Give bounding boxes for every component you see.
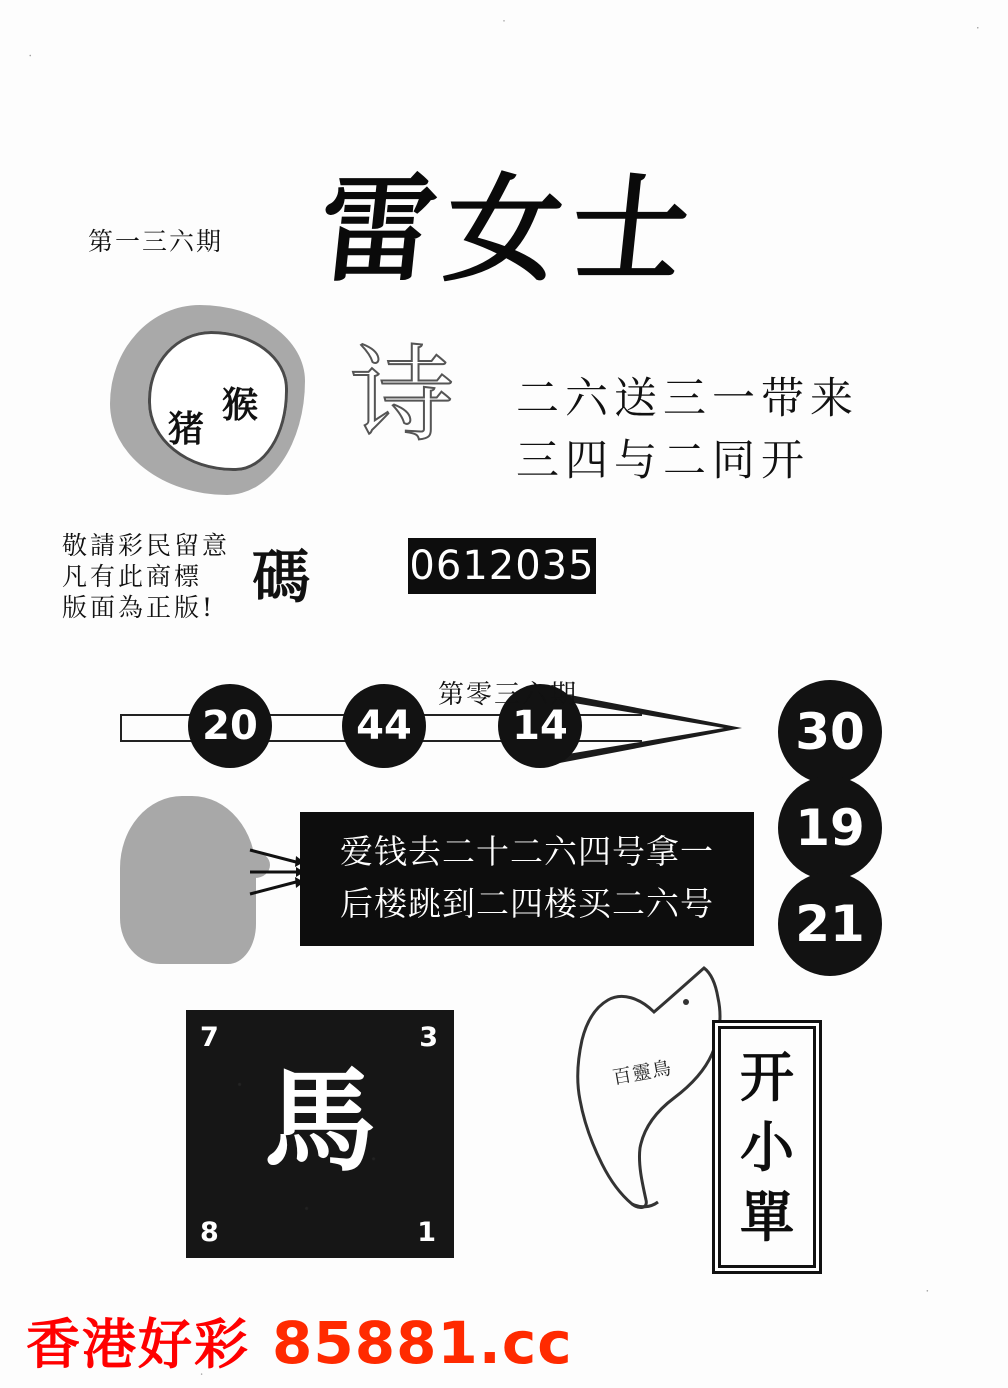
brand-title: 雷女士 [312, 162, 706, 298]
site-url[interactable]: 85881.cc [272, 1309, 573, 1377]
mi-ma-label: 碼 [252, 543, 315, 611]
poem-line-1: 二六送三一带来 [516, 374, 859, 424]
head-shape [120, 796, 256, 964]
issue-label: 第一三六期 [88, 227, 224, 256]
ball-column [778, 680, 888, 968]
draw-ball: 14 [498, 684, 582, 768]
notice-line-2: 凡有此商標 [62, 562, 203, 591]
speech-arrows-icon [246, 840, 306, 904]
horse-character: 馬 [264, 1056, 376, 1187]
zodiac-blob [110, 305, 305, 495]
draw-ball: 30 [778, 680, 882, 784]
dove-icon [536, 958, 736, 1218]
vbox-char-3: 單 [740, 1185, 794, 1249]
vbox-char-2: 小 [740, 1115, 794, 1179]
message-box [300, 812, 754, 946]
draw-ball: 19 [778, 776, 882, 880]
horse-corner-bottom-left: 8 [200, 1217, 219, 1248]
draw-ball: 21 [778, 872, 882, 976]
message-line-2: 后楼跳到二四楼买二六号 [340, 884, 714, 923]
horse-corner-bottom-right: 1 [417, 1217, 436, 1248]
code-box: 0612035 [408, 538, 596, 594]
zodiac-char-1: 猪 [168, 408, 205, 450]
notice-block [62, 530, 230, 623]
dove-label: 百靈鳥 [610, 1056, 674, 1090]
poem-lines [516, 368, 859, 492]
notice-line-1: 敬請彩民留意 [62, 531, 231, 560]
mini-issue-label: 第零三六期 [438, 680, 579, 710]
vbox-char-1: 开 [740, 1045, 794, 1109]
footer [26, 1302, 573, 1379]
horse-corner-top-left: 7 [200, 1022, 219, 1053]
message-line-1: 爱钱去二十二六四号拿一 [340, 832, 714, 871]
zodiac-char-2: 猴 [222, 384, 259, 426]
horse-panel [186, 1010, 454, 1258]
draw-ball: 20 [188, 684, 272, 768]
draw-ball: 44 [342, 684, 426, 768]
poem-marker-char: 诗 [350, 334, 455, 456]
poem-line-2: 三四与二同开 [516, 436, 810, 486]
horse-corner-top-right: 3 [419, 1022, 438, 1053]
arrow-row [120, 690, 740, 790]
vertical-slogan-box [712, 1020, 822, 1274]
notice-line-3: 版面為正版! [62, 593, 216, 622]
site-name: 香港好彩 [26, 1313, 250, 1376]
